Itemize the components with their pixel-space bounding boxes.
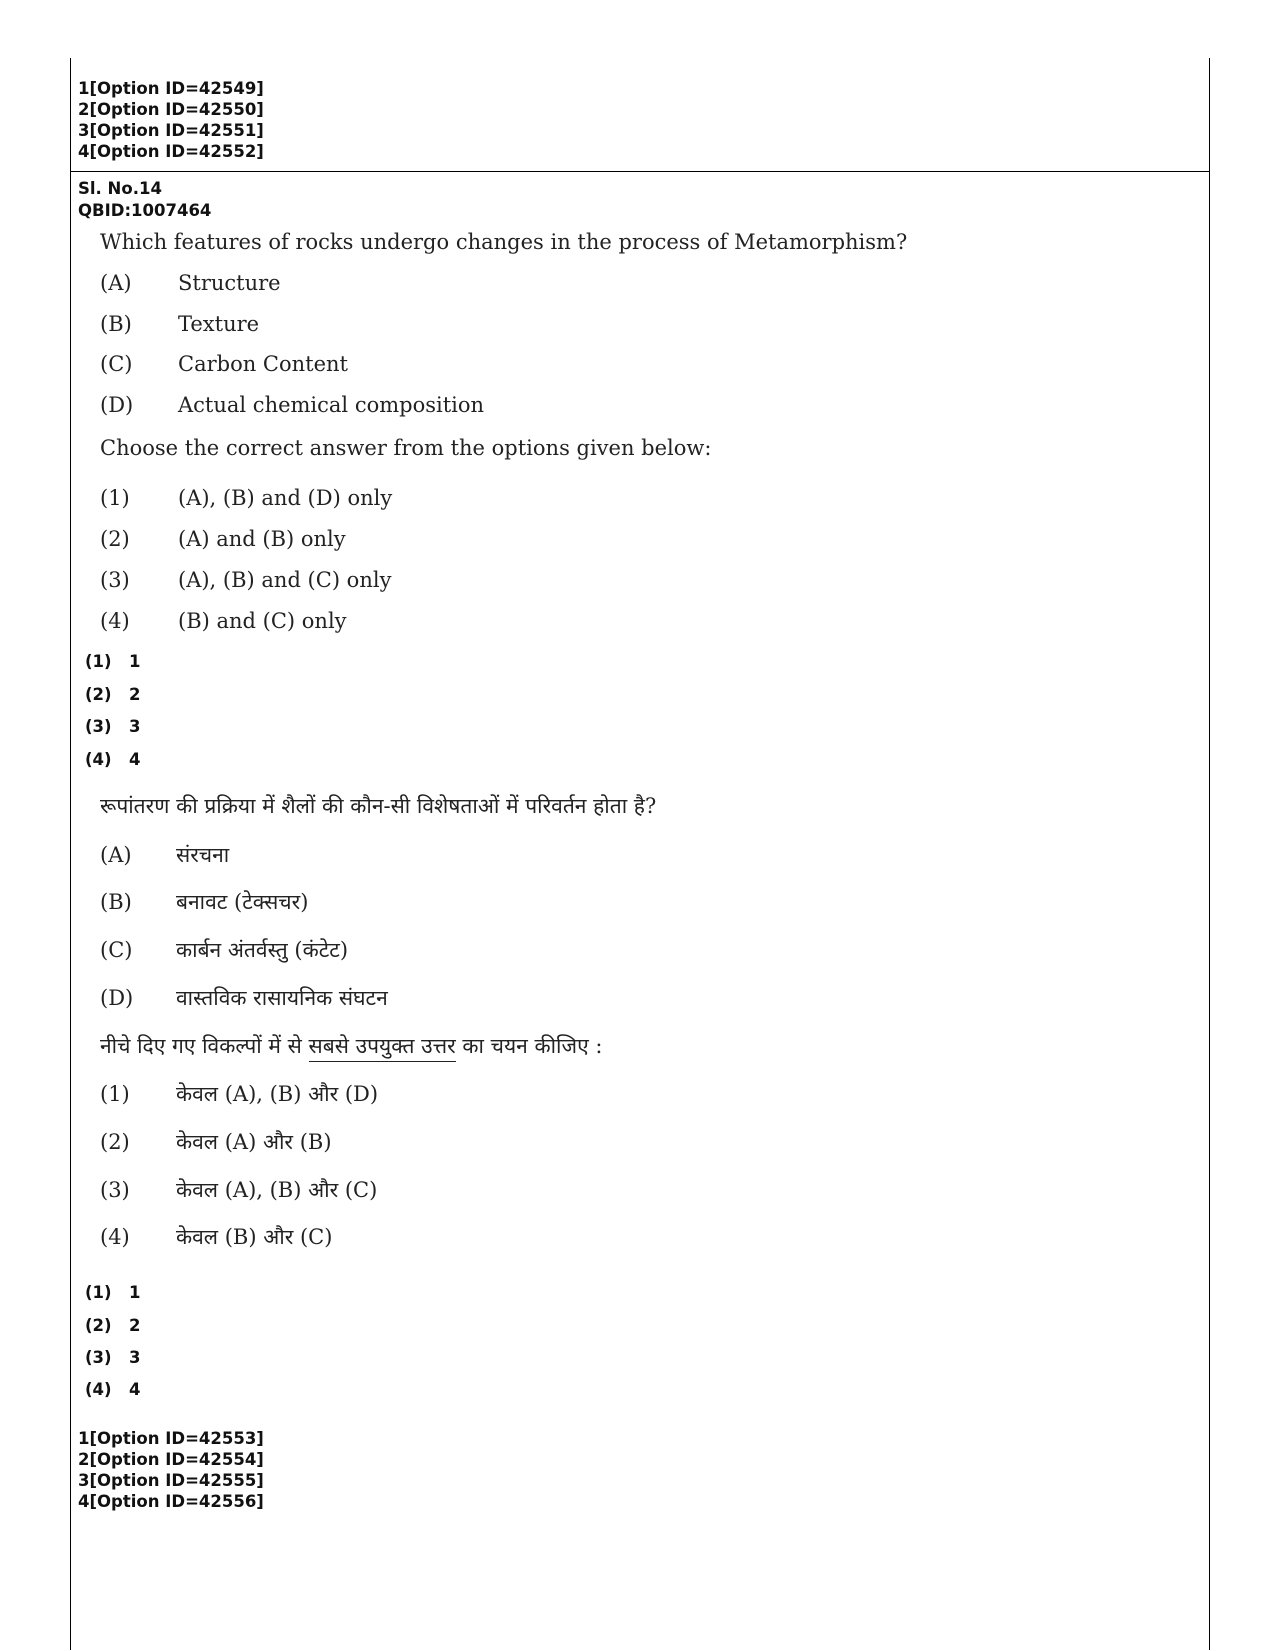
statement-text: Carbon Content	[178, 352, 348, 376]
answer-option[interactable]	[85, 1380, 140, 1399]
answer-key: (3)	[85, 1348, 112, 1367]
instruction-hindi	[100, 1032, 602, 1060]
answer-key: (1)	[85, 1283, 112, 1302]
choice-text: (A), (B) and (D) only	[178, 486, 393, 510]
statement-text: Texture	[178, 312, 260, 336]
choice-row	[100, 1128, 332, 1156]
statement-key: (A)	[100, 271, 132, 295]
serial-number: Sl. No.14	[78, 179, 162, 198]
choice-row	[100, 1176, 377, 1204]
question-option-ids	[78, 1428, 264, 1512]
choice-key: (2)	[100, 1130, 130, 1154]
statement-text: वास्तविक रासायनिक संघटन	[176, 986, 388, 1010]
statement-key: (C)	[100, 938, 133, 962]
answer-option[interactable]	[85, 685, 140, 704]
statement-row	[100, 984, 388, 1012]
statement-text: Actual chemical composition	[178, 393, 485, 417]
choice-row	[100, 609, 347, 633]
answer-value: 2	[129, 685, 141, 704]
question-text-english: Which features of rocks undergo changes in the process of Metamorphism?	[100, 230, 908, 254]
statement-key: (B)	[100, 312, 132, 336]
answer-value: 4	[129, 750, 141, 769]
choice-row	[100, 486, 392, 510]
answer-option[interactable]	[85, 750, 140, 769]
choice-key: (3)	[100, 568, 130, 592]
answer-key: (4)	[85, 750, 112, 769]
choice-key: (3)	[100, 1178, 130, 1202]
statement-row	[100, 271, 281, 295]
answer-key: (3)	[85, 717, 112, 736]
option-id-line: 4[Option ID=42556]	[78, 1492, 264, 1511]
option-id-line: 4[Option ID=42552]	[78, 142, 264, 161]
statement-key: (D)	[100, 986, 134, 1010]
question-bank-id: QBID:1007464	[78, 201, 212, 220]
instruction-hindi-post: का चयन कीजिए :	[462, 1034, 603, 1058]
statement-row	[100, 312, 259, 336]
statement-key: (A)	[100, 843, 132, 867]
choice-row	[100, 568, 391, 592]
choice-text: (A), (B) and (C) only	[178, 568, 392, 592]
choice-key: (1)	[100, 486, 130, 510]
statement-text: संरचना	[176, 843, 230, 867]
statement-row	[100, 936, 348, 964]
question-header	[78, 178, 211, 222]
question-text-hindi: रूपांतरण की प्रक्रिया में शैलों की कौन-सी विशेषताओं में परिवर्तन होता है?	[100, 794, 657, 818]
previous-option-ids	[78, 78, 264, 162]
statement-row	[100, 393, 484, 417]
answer-value: 1	[129, 652, 141, 671]
instruction-hindi-underlined: सबसे उपयुक्त उत्तर	[309, 1034, 456, 1062]
answer-key: (2)	[85, 1316, 112, 1335]
instruction-hindi-pre: नीचे दिए गए विकल्पों में से	[100, 1034, 302, 1058]
statement-text: Structure	[178, 271, 281, 295]
answer-option[interactable]	[85, 652, 140, 671]
answer-option[interactable]	[85, 717, 140, 736]
answer-value: 4	[129, 1380, 141, 1399]
option-id-line: 3[Option ID=42551]	[78, 121, 264, 140]
choice-text: केवल (A), (B) और (D)	[176, 1082, 379, 1106]
statement-row	[100, 841, 229, 869]
answer-option[interactable]	[85, 1316, 140, 1335]
statement-key: (B)	[100, 890, 132, 914]
option-id-line: 3[Option ID=42555]	[78, 1471, 264, 1490]
answer-value: 3	[129, 1348, 141, 1367]
choice-text: केवल (B) और (C)	[176, 1225, 333, 1249]
answer-value: 2	[129, 1316, 141, 1335]
option-id-line: 2[Option ID=42550]	[78, 100, 264, 119]
answer-key: (2)	[85, 685, 112, 704]
choice-text: (A) and (B) only	[178, 527, 346, 551]
choice-row	[100, 1223, 332, 1251]
statement-text: बनावट (टेक्सचर)	[176, 890, 309, 914]
answer-key: (4)	[85, 1380, 112, 1399]
statement-row	[100, 352, 348, 376]
section-divider	[70, 171, 1209, 172]
statement-key: (D)	[100, 393, 134, 417]
choice-key: (4)	[100, 1225, 130, 1249]
statement-text: कार्बन अंतर्वस्तु (कंटेट)	[176, 938, 349, 962]
statement-row	[100, 888, 308, 916]
statement-key: (C)	[100, 352, 133, 376]
answer-option[interactable]	[85, 1283, 140, 1302]
answer-option[interactable]	[85, 1348, 140, 1367]
choice-key: (4)	[100, 609, 130, 633]
option-id-line: 1[Option ID=42549]	[78, 79, 264, 98]
option-id-line: 2[Option ID=42554]	[78, 1450, 264, 1469]
page-frame	[70, 58, 1210, 1650]
answer-value: 1	[129, 1283, 141, 1302]
option-id-line: 1[Option ID=42553]	[78, 1429, 264, 1448]
answer-value: 3	[129, 717, 141, 736]
answer-key: (1)	[85, 652, 112, 671]
choice-key: (1)	[100, 1082, 130, 1106]
choice-row	[100, 527, 346, 551]
choice-text: केवल (A), (B) और (C)	[176, 1178, 378, 1202]
choice-text: (B) and (C) only	[178, 609, 347, 633]
choice-text: केवल (A) और (B)	[176, 1130, 332, 1154]
choice-key: (2)	[100, 527, 130, 551]
instruction-english: Choose the correct answer from the options given below:	[100, 436, 712, 460]
choice-row	[100, 1080, 378, 1108]
